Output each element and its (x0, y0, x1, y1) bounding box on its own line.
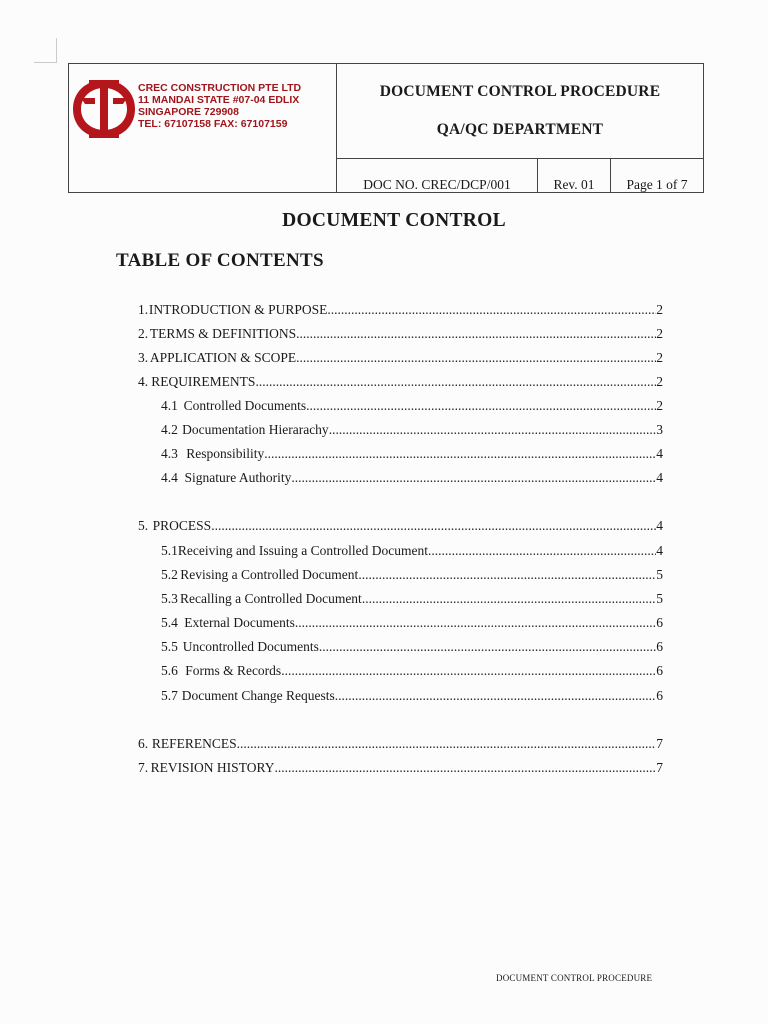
toc-entry (138, 374, 663, 394)
toc-entry-leader (291, 470, 656, 486)
toc-entry-page: 2 (656, 350, 663, 365)
toc-entry (161, 422, 663, 442)
toc-entry-title: REFERENCES (151, 736, 237, 751)
toc-heading: TABLE OF CONTENTS (116, 250, 324, 271)
scan-mark (34, 38, 57, 63)
toc-entry-page: 6 (656, 688, 663, 703)
toc-entry-number: 4.3 (161, 446, 178, 461)
toc-entry-number: 4.1 (161, 398, 178, 413)
page-indicator: Page 1 of 7 (626, 177, 688, 192)
toc-entry-title: INTRODUCTION & PURPOSE (148, 302, 328, 317)
toc-entry-number: 5. (138, 518, 149, 533)
toc-entry-number: 4.4 (161, 470, 178, 485)
toc-entry (161, 591, 663, 611)
toc-entry-page: 2 (656, 398, 663, 413)
toc-entry-title: Recalling a Controlled Document (179, 591, 362, 606)
toc-entry (161, 446, 663, 466)
toc-entry-leader (264, 446, 656, 462)
document-number: DOC NO. CREC/DCP/001 (363, 177, 511, 192)
toc-entry-leader (306, 398, 656, 414)
department-name: QA/QC DEPARTMENT (436, 121, 604, 138)
toc-entry-number: 5.3 (161, 591, 178, 606)
company-line: 11 MANDAI STATE #07-04 EDLIX (138, 94, 300, 106)
toc-entry-page: 7 (656, 760, 663, 775)
toc-entry-number: 6. (138, 736, 149, 751)
toc-entry-page: 6 (656, 615, 663, 630)
revision-number: Rev. 01 (553, 177, 595, 192)
document-title: DOCUMENT CONTROL PROCEDURE (379, 83, 661, 100)
toc-entry-title: Controlled Documents (183, 398, 307, 413)
company-line: TEL: 67107158 FAX: 67107159 (138, 118, 288, 130)
toc-entry-number: 3. (138, 350, 149, 365)
toc-entry (161, 615, 663, 635)
toc-entry-number: 5.7 (161, 688, 178, 703)
company-line: SINGAPORE 729908 (138, 106, 239, 118)
toc-entry-leader (335, 688, 657, 704)
toc-entry-leader (281, 663, 656, 679)
page-footer: DOCUMENT CONTROL PROCEDURE (496, 973, 653, 983)
toc-entry-title: Document Change Requests (181, 688, 335, 703)
toc-entry-page: 5 (656, 567, 663, 582)
toc-entry-page: 2 (656, 302, 663, 317)
toc-entry-page: 5 (656, 591, 663, 606)
toc-entry-number: 1. (138, 302, 149, 317)
toc-entry-number: 7. (138, 760, 149, 775)
toc-entry-number: 5.6 (161, 663, 178, 678)
toc-entry-title: Responsibility (186, 446, 265, 461)
toc-entry-leader (329, 422, 657, 438)
toc-entry (161, 398, 663, 418)
toc-entry-number: 4.2 (161, 422, 178, 437)
toc-entry-title: Uncontrolled Documents (182, 639, 319, 654)
toc-entry-page: 2 (656, 374, 663, 389)
toc-entry-page: 6 (656, 663, 663, 678)
toc-entry-leader (358, 567, 656, 583)
toc-entry (138, 736, 663, 756)
toc-entry-title: External Documents (184, 615, 295, 630)
toc-entry-leader (296, 350, 656, 366)
toc-entry (138, 760, 663, 780)
toc-entry (161, 663, 663, 683)
toc-entry-page: 7 (656, 736, 663, 751)
toc-entry-leader (274, 760, 656, 776)
document-header (68, 63, 704, 193)
toc-entry-page: 4 (656, 518, 663, 533)
toc-entry-page: 6 (656, 639, 663, 654)
toc-entry-page: 2 (656, 326, 663, 341)
toc-entry-leader (296, 326, 656, 342)
toc-entry-leader (327, 302, 656, 318)
toc-entry (161, 688, 663, 708)
toc-entry-title: Signature Authority (184, 470, 292, 485)
toc-entry (161, 543, 663, 563)
toc-entry-title: REQUIREMENTS (151, 374, 256, 389)
toc-entry-leader (428, 543, 656, 559)
toc-entry-title: PROCESS (152, 518, 212, 533)
toc-entry-number: 5.5 (161, 639, 178, 654)
toc-entry-number: 4. (138, 374, 149, 389)
toc-entry-page: 4 (656, 446, 663, 461)
page-title: DOCUMENT CONTROL (282, 210, 506, 231)
toc-entry-number: 5.2 (161, 567, 178, 582)
toc-entry-title: Revising a Controlled Document (180, 567, 359, 582)
company-address (138, 82, 338, 130)
header-divider (336, 158, 703, 159)
toc-entry (161, 470, 663, 490)
toc-entry-page: 3 (656, 422, 663, 437)
toc-entry-page: 4 (656, 543, 663, 558)
toc-entry-number: 5.1 (161, 543, 178, 558)
toc-entry-leader (211, 518, 656, 534)
company-logo-icon (71, 78, 137, 140)
toc-entry (138, 326, 663, 346)
toc-entry (138, 518, 663, 538)
toc-entry-leader (319, 639, 656, 655)
toc-entry (161, 567, 663, 587)
toc-entry-title: APPLICATION & SCOPE (149, 350, 297, 365)
toc-entry-leader (295, 615, 656, 631)
toc-entry (161, 639, 663, 659)
toc-entry-leader (362, 591, 656, 607)
toc-entry-title: Receiving and Issuing a Controlled Document (177, 543, 428, 558)
toc-entry-title: TERMS & DEFINITIONS (149, 326, 297, 341)
company-line: CREC CONSTRUCTION PTE LTD (138, 82, 302, 94)
toc-entry-leader (255, 374, 656, 390)
toc-entry-number: 5.4 (161, 615, 178, 630)
toc-entry-title: Documentation Hierarachy (182, 422, 329, 437)
toc-entry-title: Forms & Records (185, 663, 282, 678)
toc-entry-page: 4 (656, 470, 663, 485)
toc-entry-leader (237, 736, 657, 752)
toc-entry-title: REVISION HISTORY (150, 760, 275, 775)
toc-entry-number: 2. (138, 326, 149, 341)
toc-entry (138, 302, 663, 322)
toc-entry (138, 350, 663, 370)
